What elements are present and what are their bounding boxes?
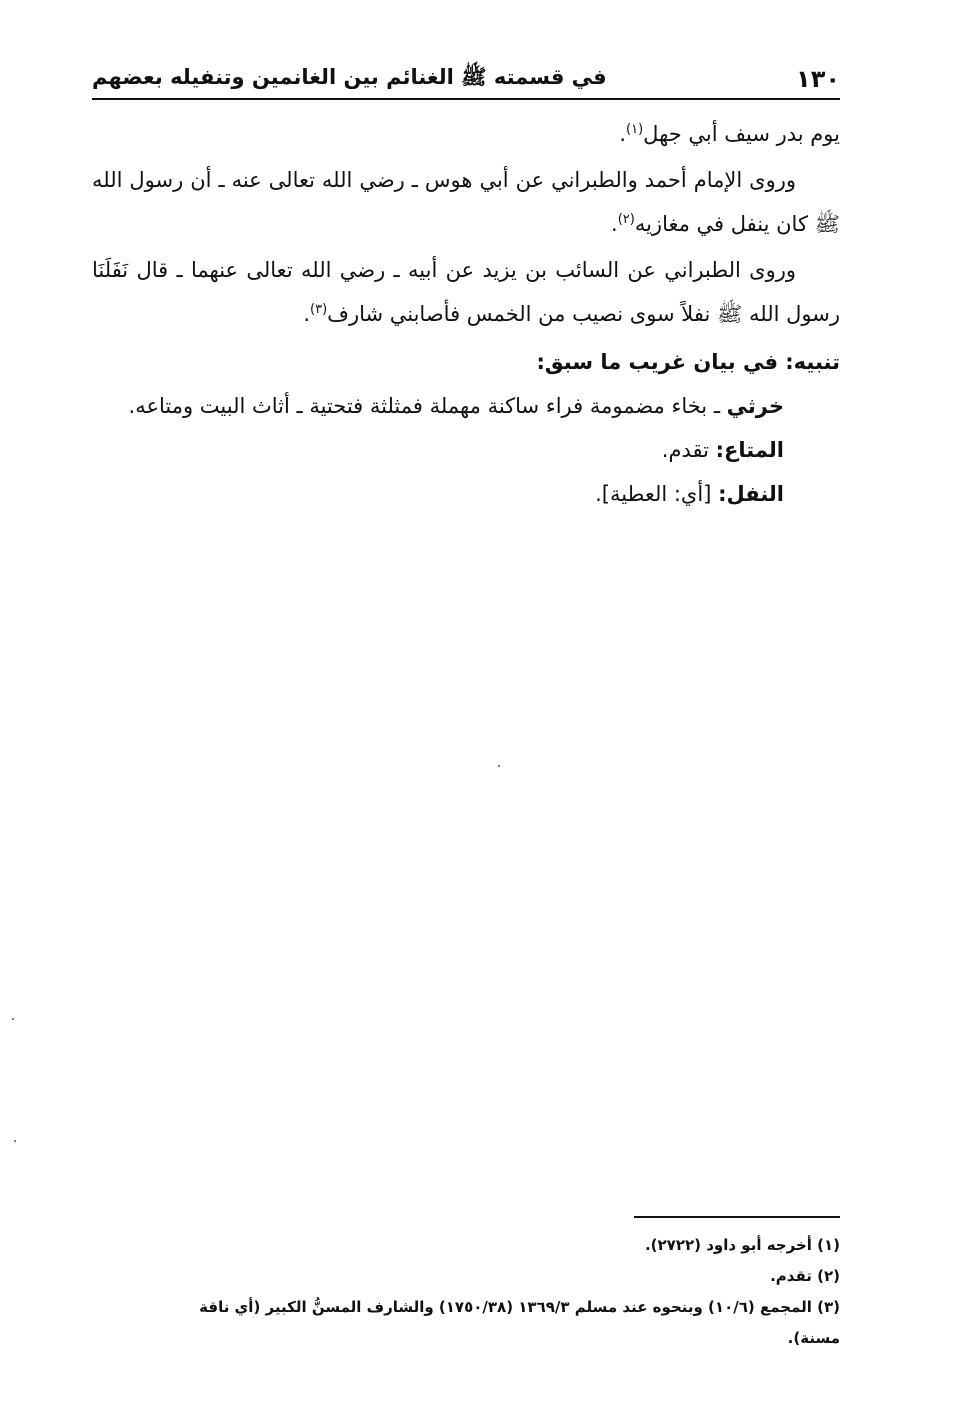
footnotes bbox=[150, 1230, 840, 1354]
gloss-term: النفل: bbox=[718, 482, 784, 506]
footnote-rule bbox=[634, 1216, 840, 1218]
footnote-ref-3: (٣) bbox=[310, 302, 328, 317]
page-number: ١٣٠ bbox=[796, 65, 840, 93]
paragraph-3-text: وروى الطبراني عن السائب بن يزيد عن أبيه ـ رضي الله تعالى عنهما ـ قال نَفَلَنَا رسول الله ﷺ نفلاً سوى نصيب من الخمس فأصابني شارف bbox=[92, 258, 840, 326]
footnote-ref-2: (٢) bbox=[617, 212, 635, 227]
gloss-term: خرثي bbox=[726, 394, 784, 418]
paragraph-1-text: يوم بدر سيف أبي جهل bbox=[643, 122, 840, 146]
paragraph-2-end: . bbox=[611, 212, 618, 236]
scan-speck bbox=[14, 1140, 16, 1142]
paragraph-3-end: . bbox=[303, 302, 311, 326]
scan-speck bbox=[12, 1018, 14, 1020]
paragraph-2 bbox=[92, 158, 840, 246]
running-header bbox=[92, 62, 840, 96]
paragraph-2-text: وروى الإمام أحمد والطبراني عن أبي هوس ـ رضي الله تعالى عنه ـ أن رسول الله ﷺ كان ينفل في مغازيه bbox=[92, 168, 840, 236]
footnote-ref-1: (١) bbox=[626, 122, 644, 137]
gloss-definition: تقدم. bbox=[661, 438, 716, 462]
gloss-definition: ـ بخاء مضمومة فراء ساكنة مهملة فمثلثة فتحتية ـ أثاث البيت ومتاعه. bbox=[128, 394, 727, 418]
paragraph-3 bbox=[92, 248, 840, 336]
gloss-entry bbox=[92, 472, 784, 516]
gloss-term: المتاع: bbox=[715, 438, 784, 462]
header-title: في قسمته ﷺ الغنائم بين الغانمين وتنفيله بعضهم bbox=[92, 64, 607, 89]
gloss-entry bbox=[92, 428, 784, 472]
paragraph-1 bbox=[92, 112, 840, 156]
footnote-1: (١) أخرجه أبو داود (٢٧٢٢). bbox=[644, 1236, 840, 1254]
header-rule bbox=[92, 98, 840, 100]
footnote-3: (٣) المجمع (١٠/٦) وبنحوه عند مسلم ١٣٦٩/٣ (١٧٥٠/٣٨) والشارف المسنُّ الكبير (أي ناقة مسنة). bbox=[199, 1298, 840, 1347]
gloss-entry bbox=[92, 384, 784, 428]
scan-speck bbox=[498, 765, 500, 767]
main-text bbox=[92, 112, 840, 516]
gloss-definition: [أي: العطية]. bbox=[595, 482, 719, 506]
footnote-2: (٢) تقدم. bbox=[770, 1267, 840, 1285]
paragraph-1-end: . bbox=[619, 122, 627, 146]
section-heading: تنبيه: في بيان غريب ما سبق: bbox=[536, 350, 840, 374]
